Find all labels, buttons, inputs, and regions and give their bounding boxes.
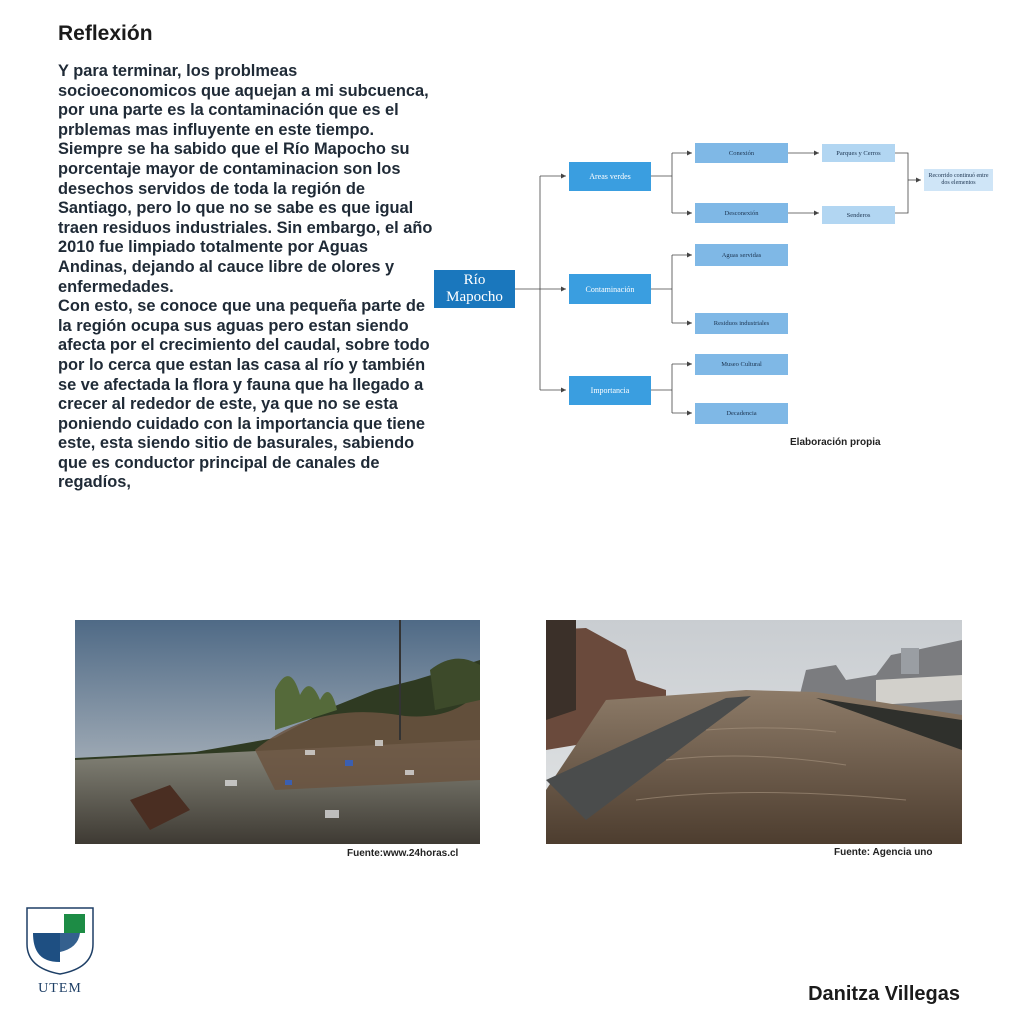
node-museo-cultural: Museo Cultural xyxy=(695,354,788,375)
node-decadencia: Decadencia xyxy=(695,403,788,424)
author-name: Danitza Villegas xyxy=(808,983,960,1005)
utem-logo-text: UTEM xyxy=(38,981,82,996)
utem-shield-icon xyxy=(20,906,100,976)
paragraph: Y para terminar, los problmeas socioeconomicos que aquejan a mi subcuenca, por una parte es la contaminación que es el prblemas mas influyente en este tiempo. Siempre se ha sabido que el Río Mapocho su porcentaje mayor de contaminacion son los desechos servidos de toda la región de Santiago, pero lo que no se sabe es que igual traen residuos industriales. Sin embargo, el año 2010 fue limpiado totalmente por Aguas Andinas, dejando al cauce libre de olores y enfermedades. xyxy=(58,62,433,296)
node-rio-mapocho: Río Mapocho xyxy=(434,270,515,308)
node-conexion: Conexión xyxy=(695,143,788,163)
node-aguas-servidas: Aguas servidas xyxy=(695,244,788,266)
node-importancia: Importancia xyxy=(569,376,651,405)
node-senderos: Senderos xyxy=(822,206,895,224)
node-parques-cerros: Parques y Cerros xyxy=(822,144,895,162)
river-flood-image xyxy=(546,620,962,844)
left-photo-caption: Fuente:www.24horas.cl xyxy=(347,848,459,859)
paragraph: Con esto, se conoce que una pequeña parte de la región ocupa sus aguas pero estan siendo afecta por el crecimiento del caudal, sobre todo por lo cerca que estan las casa al río y también se ve afectada la flora y fauna que ha llegado a crecer al rededor de este, ya que no se esta poniendo cuidado con la importancia que tiene este, esta siendo sitio de basurales, sabiendo que es conductor principal de canales de regadíos, xyxy=(58,297,430,492)
page-title: Reflexión xyxy=(58,22,153,45)
riverbank-garbage-image xyxy=(75,620,480,844)
river-flood-photo xyxy=(546,620,962,844)
node-areas-verdes: Areas verdes xyxy=(569,162,651,191)
diagram-caption: Elaboración propia xyxy=(790,437,881,448)
right-photo-caption: Fuente: Agencia uno xyxy=(834,847,933,858)
riverbank-garbage-photo xyxy=(75,620,480,844)
node-residuos-industriales: Residuos industriales xyxy=(695,313,788,334)
utem-logo xyxy=(20,906,100,996)
node-desconexion: Desconexión xyxy=(695,203,788,223)
node-recorrido: Recorrido continuó entre dos elementos xyxy=(924,169,993,191)
node-contaminacion: Contaminación xyxy=(569,274,651,304)
